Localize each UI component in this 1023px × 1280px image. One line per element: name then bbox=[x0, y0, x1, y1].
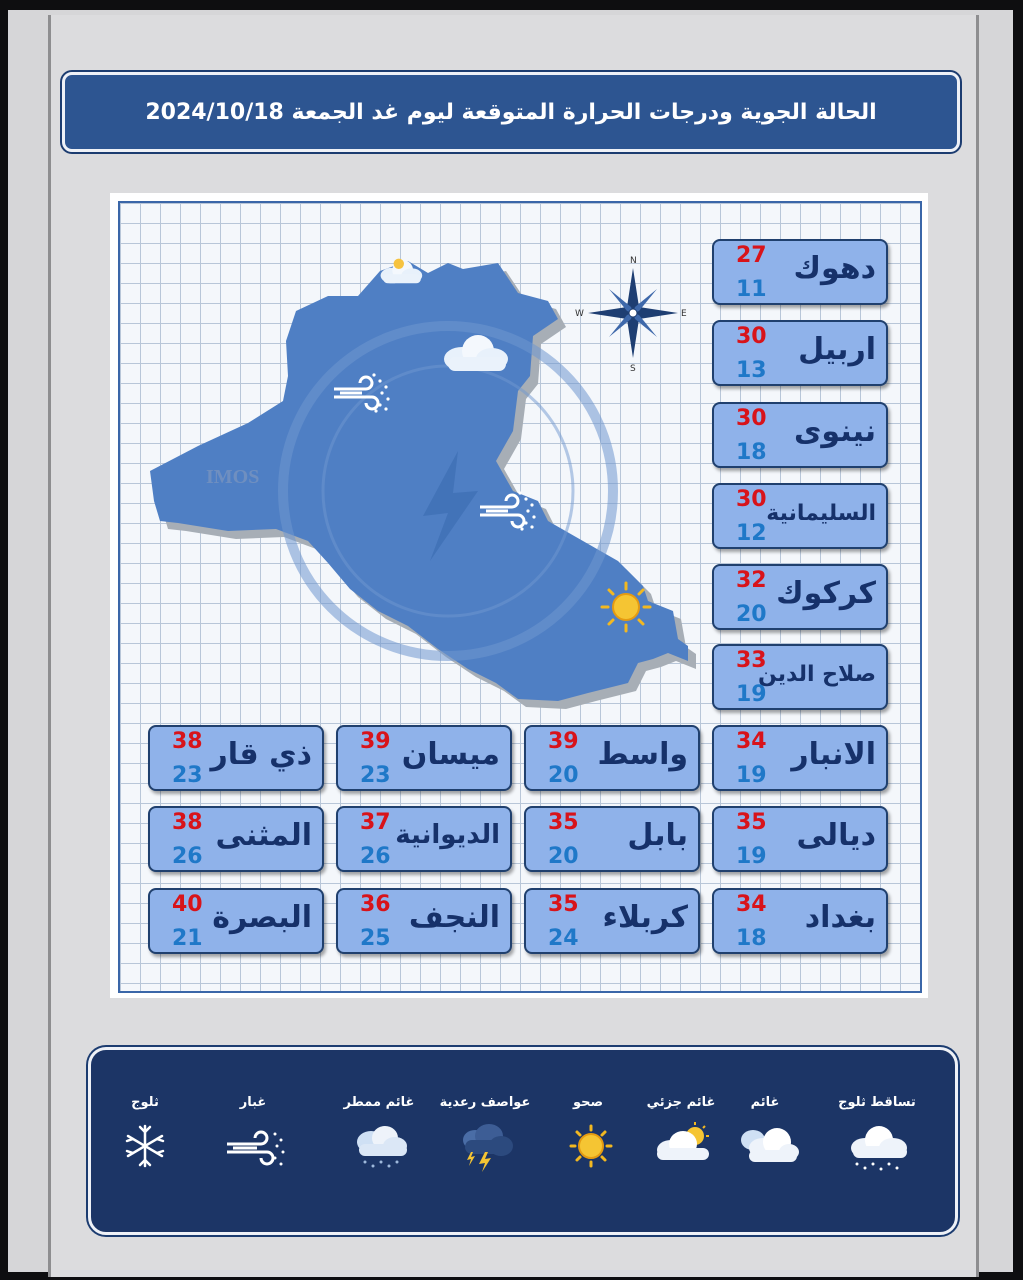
low-temp: 20 bbox=[736, 602, 767, 627]
city-card-muthanna bbox=[148, 806, 324, 872]
city-card-babil bbox=[524, 806, 700, 872]
low-temp: 25 bbox=[360, 926, 391, 951]
city-name: ديالى bbox=[796, 818, 876, 853]
high-temp: 35 bbox=[548, 810, 579, 835]
compass-west: W bbox=[575, 309, 584, 319]
city-name: الانبار bbox=[791, 737, 876, 772]
high-temp: 34 bbox=[736, 729, 767, 754]
snowflake-icon bbox=[115, 1122, 181, 1172]
map-watermark: IMOS bbox=[206, 466, 260, 488]
sunny-icon bbox=[558, 1122, 624, 1172]
city-card-karbala bbox=[524, 888, 700, 954]
compass-south: S bbox=[630, 364, 636, 374]
high-temp: 39 bbox=[548, 729, 579, 754]
high-temp: 37 bbox=[360, 810, 391, 835]
city-card-kirkuk bbox=[712, 564, 888, 630]
city-name: صلاح الدين bbox=[757, 662, 876, 687]
city-name: نينوى bbox=[793, 414, 876, 449]
cloudy-icon bbox=[735, 1122, 801, 1172]
low-temp: 21 bbox=[172, 926, 203, 951]
city-card-wasit bbox=[524, 725, 700, 791]
legend-label: تساقط ثلوج bbox=[838, 1095, 916, 1110]
legend-label: عواصف رعدية bbox=[439, 1095, 531, 1110]
low-temp: 26 bbox=[360, 844, 391, 869]
high-temp: 39 bbox=[360, 729, 391, 754]
high-temp: 36 bbox=[360, 892, 391, 917]
city-name: ذي قار bbox=[210, 737, 312, 772]
city-card-duhok bbox=[712, 239, 888, 305]
city-name: اربيل bbox=[798, 332, 876, 367]
city-card-erbil bbox=[712, 320, 888, 386]
city-card-diwaniyah bbox=[336, 806, 512, 872]
high-temp: 35 bbox=[736, 810, 767, 835]
city-name: السليمانية bbox=[766, 501, 876, 526]
legend-label: غائم bbox=[750, 1095, 780, 1110]
dust-icon bbox=[223, 1122, 289, 1172]
weather-legend bbox=[88, 1047, 958, 1235]
compass-north: N bbox=[630, 256, 637, 266]
legend-label: غبار bbox=[239, 1095, 267, 1110]
high-temp: 38 bbox=[172, 810, 203, 835]
low-temp: 23 bbox=[172, 763, 203, 788]
low-temp: 18 bbox=[736, 926, 767, 951]
high-temp: 34 bbox=[736, 892, 767, 917]
city-name: دهوك bbox=[793, 251, 876, 286]
page-title: الحالة الجوية ودرجات الحرارة المتوقعة ليوم غد الجمعة 2024/10/18 bbox=[145, 99, 877, 125]
city-card-maysan bbox=[336, 725, 512, 791]
city-card-anbar bbox=[712, 725, 888, 791]
high-temp: 30 bbox=[736, 324, 767, 349]
legend-label: غائم جزئي bbox=[646, 1095, 716, 1110]
high-temp: 32 bbox=[736, 568, 767, 593]
city-card-basra bbox=[148, 888, 324, 954]
compass-east: E bbox=[681, 309, 687, 319]
city-name: بابل bbox=[627, 818, 688, 853]
city-card-baghdad bbox=[712, 888, 888, 954]
low-temp: 19 bbox=[736, 682, 767, 707]
low-temp: 18 bbox=[736, 440, 767, 465]
low-temp: 20 bbox=[548, 763, 579, 788]
rainy-cloud-icon bbox=[349, 1122, 415, 1172]
city-name: البصرة bbox=[212, 900, 312, 935]
low-temp: 24 bbox=[548, 926, 579, 951]
high-temp: 33 bbox=[736, 648, 767, 673]
city-card-nineveh bbox=[712, 402, 888, 468]
sunny-icon bbox=[602, 583, 650, 631]
city-name: بغداد bbox=[804, 900, 876, 935]
city-name: ميسان bbox=[401, 737, 500, 772]
low-temp: 19 bbox=[736, 844, 767, 869]
low-temp: 26 bbox=[172, 844, 203, 869]
legend-label: ثلوج bbox=[131, 1095, 159, 1110]
city-name: المثنى bbox=[215, 818, 312, 853]
high-temp: 27 bbox=[736, 243, 767, 268]
legend-label: صحو bbox=[572, 1095, 604, 1110]
city-name: كركوك bbox=[776, 576, 876, 611]
cloudy-icon bbox=[381, 259, 423, 284]
city-card-diyala bbox=[712, 806, 888, 872]
low-temp: 23 bbox=[360, 763, 391, 788]
city-name: النجف bbox=[408, 900, 500, 935]
title-banner bbox=[62, 72, 960, 152]
city-name: الديوانية bbox=[395, 820, 500, 850]
high-temp: 38 bbox=[172, 729, 203, 754]
legend-label: غائم ممطر bbox=[343, 1095, 415, 1110]
high-temp: 35 bbox=[548, 892, 579, 917]
low-temp: 20 bbox=[548, 844, 579, 869]
low-temp: 11 bbox=[736, 277, 767, 302]
high-temp: 30 bbox=[736, 487, 767, 512]
high-temp: 30 bbox=[736, 406, 767, 431]
partly-cloudy-icon bbox=[651, 1122, 717, 1172]
high-temp: 40 bbox=[172, 892, 203, 917]
snowfall-cloud-icon bbox=[847, 1122, 913, 1172]
low-temp: 19 bbox=[736, 763, 767, 788]
low-temp: 13 bbox=[736, 358, 767, 383]
city-card-dhiqar bbox=[148, 725, 324, 791]
compass-rose-icon bbox=[575, 256, 687, 374]
city-card-salahaddin bbox=[712, 644, 888, 710]
low-temp: 12 bbox=[736, 521, 767, 546]
city-name: واسط bbox=[597, 737, 688, 772]
city-card-najaf bbox=[336, 888, 512, 954]
city-name: كربلاء bbox=[602, 900, 688, 935]
city-card-sulaymaniyah bbox=[712, 483, 888, 549]
thunderstorm-icon bbox=[455, 1122, 521, 1172]
